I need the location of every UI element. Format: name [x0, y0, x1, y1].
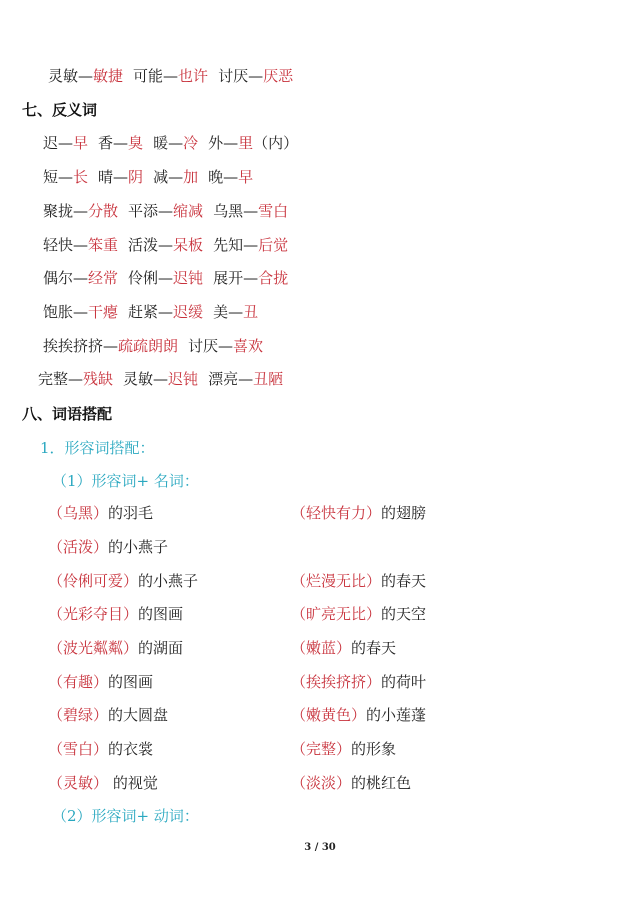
collocation-line — [48, 739, 608, 759]
word: 漂亮— — [208, 370, 254, 388]
paren: ） — [93, 774, 109, 792]
collocation — [48, 605, 183, 623]
answer-word: 早 — [238, 168, 254, 186]
synonym-pair — [133, 67, 208, 85]
word: 晚— — [208, 168, 239, 186]
answer-word: 臭 — [128, 134, 144, 152]
paren: （ — [48, 572, 64, 590]
answer-word: 厌恶 — [263, 67, 294, 85]
adjective: 烂漫无比 — [306, 572, 367, 590]
adjective: 活泼 — [63, 538, 94, 556]
word: 讨厌— — [188, 337, 234, 355]
paren: （ — [291, 673, 307, 691]
antonym-pair — [208, 370, 283, 388]
word: 完整— — [38, 370, 84, 388]
answer-word: 分散 — [88, 202, 119, 220]
adjective: 乌黑 — [63, 504, 94, 522]
word: 展开— — [213, 269, 259, 287]
antonym-pair — [213, 236, 288, 254]
paren: ） — [123, 572, 139, 590]
antonym-pair — [43, 337, 178, 355]
answer-word: 丑 — [243, 303, 259, 321]
adjective: 嫩黄色 — [306, 706, 352, 724]
adjective: 完整 — [306, 740, 337, 758]
noun-phrase: 的荷叶 — [381, 673, 427, 691]
paren: （ — [48, 538, 64, 556]
paren: ） — [366, 572, 382, 590]
antonym-line — [38, 369, 293, 389]
antonym-pair — [128, 303, 203, 321]
antonym-pair — [98, 134, 143, 152]
collocation — [291, 739, 396, 759]
word: 先知— — [213, 236, 259, 254]
antonym-pair — [188, 337, 263, 355]
collocation-line — [48, 503, 608, 523]
collocation — [291, 705, 426, 725]
word: 伶俐— — [128, 269, 174, 287]
paren: （ — [291, 706, 307, 724]
collocation — [48, 673, 153, 691]
noun-phrase: 的桃红色 — [351, 774, 412, 792]
collocation — [48, 706, 168, 724]
word: 灵敏— — [48, 67, 94, 85]
answer-word: 后觉 — [258, 236, 289, 254]
collocation — [291, 604, 426, 624]
antonym-pair — [43, 202, 118, 220]
noun-phrase: 的小燕子 — [138, 572, 199, 590]
word: 偶尔— — [43, 269, 89, 287]
answer-word: 残缺 — [83, 370, 114, 388]
antonym-line — [43, 167, 263, 187]
word: 赶紧— — [128, 303, 174, 321]
antonym-pair — [208, 134, 298, 152]
synonym-pair — [48, 67, 123, 85]
answer-word: 迟钝 — [173, 269, 204, 287]
adjective: 淡淡 — [306, 774, 337, 792]
section-heading: 七、反义词 — [22, 101, 98, 119]
paren: ） — [123, 605, 139, 623]
antonym-pair — [213, 202, 288, 220]
page-number: 3 / 30 — [304, 842, 336, 853]
collocation — [291, 638, 396, 658]
collocation — [48, 504, 153, 522]
word: 讨厌— — [218, 67, 264, 85]
paren: （ — [48, 504, 64, 522]
noun-phrase: 的形象 — [351, 740, 397, 758]
word: 减— — [153, 168, 184, 186]
paren: ） — [366, 673, 382, 691]
noun-phrase: 的衣裳 — [108, 740, 154, 758]
collocation — [48, 740, 153, 758]
adjective: 雪白 — [63, 740, 94, 758]
collocation — [291, 503, 426, 523]
synonym-line — [48, 66, 303, 86]
note: （内） — [253, 134, 299, 152]
adjective: 挨挨挤挤 — [306, 673, 367, 691]
noun-phrase: 的春天 — [351, 639, 397, 657]
antonym-pair — [43, 168, 88, 186]
paren: ） — [93, 740, 109, 758]
subheading: 1．形容词搭配： — [40, 439, 155, 457]
word: 乌黑— — [213, 202, 259, 220]
noun-phrase: 的小莲蓬 — [366, 706, 427, 724]
antonym-pair — [128, 269, 203, 287]
antonym-pair — [128, 236, 203, 254]
answer-word: 也许 — [178, 67, 209, 85]
antonym-line — [43, 336, 273, 356]
paren: ） — [123, 639, 139, 657]
paren: （ — [291, 572, 307, 590]
paren: ） — [93, 504, 109, 522]
word: 短— — [43, 168, 74, 186]
noun-phrase: 的小燕子 — [108, 538, 169, 556]
subheading: （2）形容词+ 动词： — [52, 807, 199, 825]
antonym-pair — [153, 134, 198, 152]
answer-word: 早 — [73, 134, 89, 152]
paren: （ — [291, 740, 307, 758]
antonym-line — [43, 268, 298, 288]
answer-word: 疏疏朗朗 — [118, 337, 179, 355]
collocation — [48, 538, 168, 556]
answer-word: 长 — [73, 168, 89, 186]
adjective: 波光粼粼 — [63, 639, 124, 657]
adjective: 碧绿 — [63, 706, 94, 724]
noun-phrase: 的天空 — [381, 605, 427, 623]
word: 暖— — [153, 134, 184, 152]
word: 饱胀— — [43, 303, 89, 321]
answer-word: 合拢 — [258, 269, 289, 287]
answer-word: 雪白 — [258, 202, 289, 220]
collocation-line — [48, 672, 608, 692]
antonym-line — [43, 302, 268, 322]
section-heading: 八、词语搭配 — [22, 405, 113, 423]
paren: （ — [48, 774, 64, 792]
adjective: 灵敏 — [63, 774, 94, 792]
adjective: 光彩夺目 — [63, 605, 124, 623]
collocation — [291, 672, 426, 692]
paren: （ — [48, 605, 64, 623]
adjective: 有趣 — [63, 673, 94, 691]
answer-word: 丑陋 — [253, 370, 284, 388]
collocation — [48, 639, 183, 657]
antonym-pair — [43, 134, 88, 152]
antonym-pair — [153, 168, 198, 186]
paren: （ — [48, 673, 64, 691]
noun-phrase: 的图画 — [138, 605, 184, 623]
noun-phrase: 的翅膀 — [381, 504, 427, 522]
collocation — [291, 571, 426, 591]
antonym-pair — [123, 370, 198, 388]
adjective: 嫩蓝 — [306, 639, 337, 657]
noun-phrase: 的湖面 — [138, 639, 184, 657]
answer-word: 笨重 — [88, 236, 119, 254]
collocation-line — [48, 705, 608, 725]
answer-word: 干瘪 — [88, 303, 119, 321]
noun-phrase: 的大圆盘 — [108, 706, 169, 724]
answer-word: 敏捷 — [93, 67, 124, 85]
paren: ） — [351, 706, 367, 724]
word: 挨挨挤挤— — [43, 337, 119, 355]
adjective: 旷亮无比 — [306, 605, 367, 623]
antonym-pair — [43, 303, 118, 321]
collocation-line — [48, 537, 608, 557]
antonym-line — [43, 201, 298, 221]
paren: ） — [366, 605, 382, 623]
paren: （ — [48, 740, 64, 758]
collocation — [291, 773, 411, 793]
paren: （ — [291, 774, 307, 792]
word: 轻快— — [43, 236, 89, 254]
antonym-pair — [213, 269, 288, 287]
collocation-line — [48, 773, 608, 793]
synonym-pair — [218, 67, 293, 85]
adjective: 伶俐可爱 — [63, 572, 124, 590]
collocation-line — [48, 571, 608, 591]
antonym-pair — [128, 202, 203, 220]
antonym-line — [43, 235, 298, 255]
paren: ） — [336, 774, 352, 792]
antonym-line — [43, 133, 308, 153]
paren: （ — [291, 605, 307, 623]
answer-word: 里 — [238, 134, 254, 152]
word: 迟— — [43, 134, 74, 152]
word: 平添— — [128, 202, 174, 220]
paren: （ — [291, 504, 307, 522]
noun-phrase: 的图画 — [108, 673, 154, 691]
noun-phrase: 的视觉 — [108, 774, 158, 792]
antonym-pair — [43, 269, 118, 287]
paren: ） — [336, 740, 352, 758]
paren: ） — [93, 538, 109, 556]
paren: ） — [93, 706, 109, 724]
collocation-line — [48, 604, 608, 624]
adjective: 轻快有力 — [306, 504, 367, 522]
word: 可能— — [133, 67, 179, 85]
collocation — [48, 572, 198, 590]
collocation-line — [48, 638, 608, 658]
answer-word: 冷 — [183, 134, 199, 152]
antonym-pair — [43, 236, 118, 254]
answer-word: 加 — [183, 168, 199, 186]
word: 聚拢— — [43, 202, 89, 220]
answer-word: 喜欢 — [233, 337, 264, 355]
word: 活泼— — [128, 236, 174, 254]
paren: （ — [48, 639, 64, 657]
antonym-pair — [38, 370, 113, 388]
answer-word: 阴 — [128, 168, 144, 186]
answer-word: 经常 — [88, 269, 119, 287]
paren: ） — [93, 673, 109, 691]
answer-word: 呆板 — [173, 236, 204, 254]
answer-word: 缩减 — [173, 202, 204, 220]
paren: （ — [48, 706, 64, 724]
antonym-pair — [98, 168, 143, 186]
answer-word: 迟钝 — [168, 370, 199, 388]
word: 美— — [213, 303, 244, 321]
word: 灵敏— — [123, 370, 169, 388]
subheading: （1）形容词+ 名词： — [52, 472, 199, 490]
noun-phrase: 的羽毛 — [108, 504, 154, 522]
antonym-pair — [213, 303, 258, 321]
paren: ） — [336, 639, 352, 657]
noun-phrase: 的春天 — [381, 572, 427, 590]
collocation — [48, 774, 158, 792]
paren: ） — [366, 504, 382, 522]
antonym-pair — [208, 168, 253, 186]
word: 晴— — [98, 168, 129, 186]
word: 香— — [98, 134, 129, 152]
paren: （ — [291, 639, 307, 657]
word: 外— — [208, 134, 239, 152]
answer-word: 迟缓 — [173, 303, 204, 321]
